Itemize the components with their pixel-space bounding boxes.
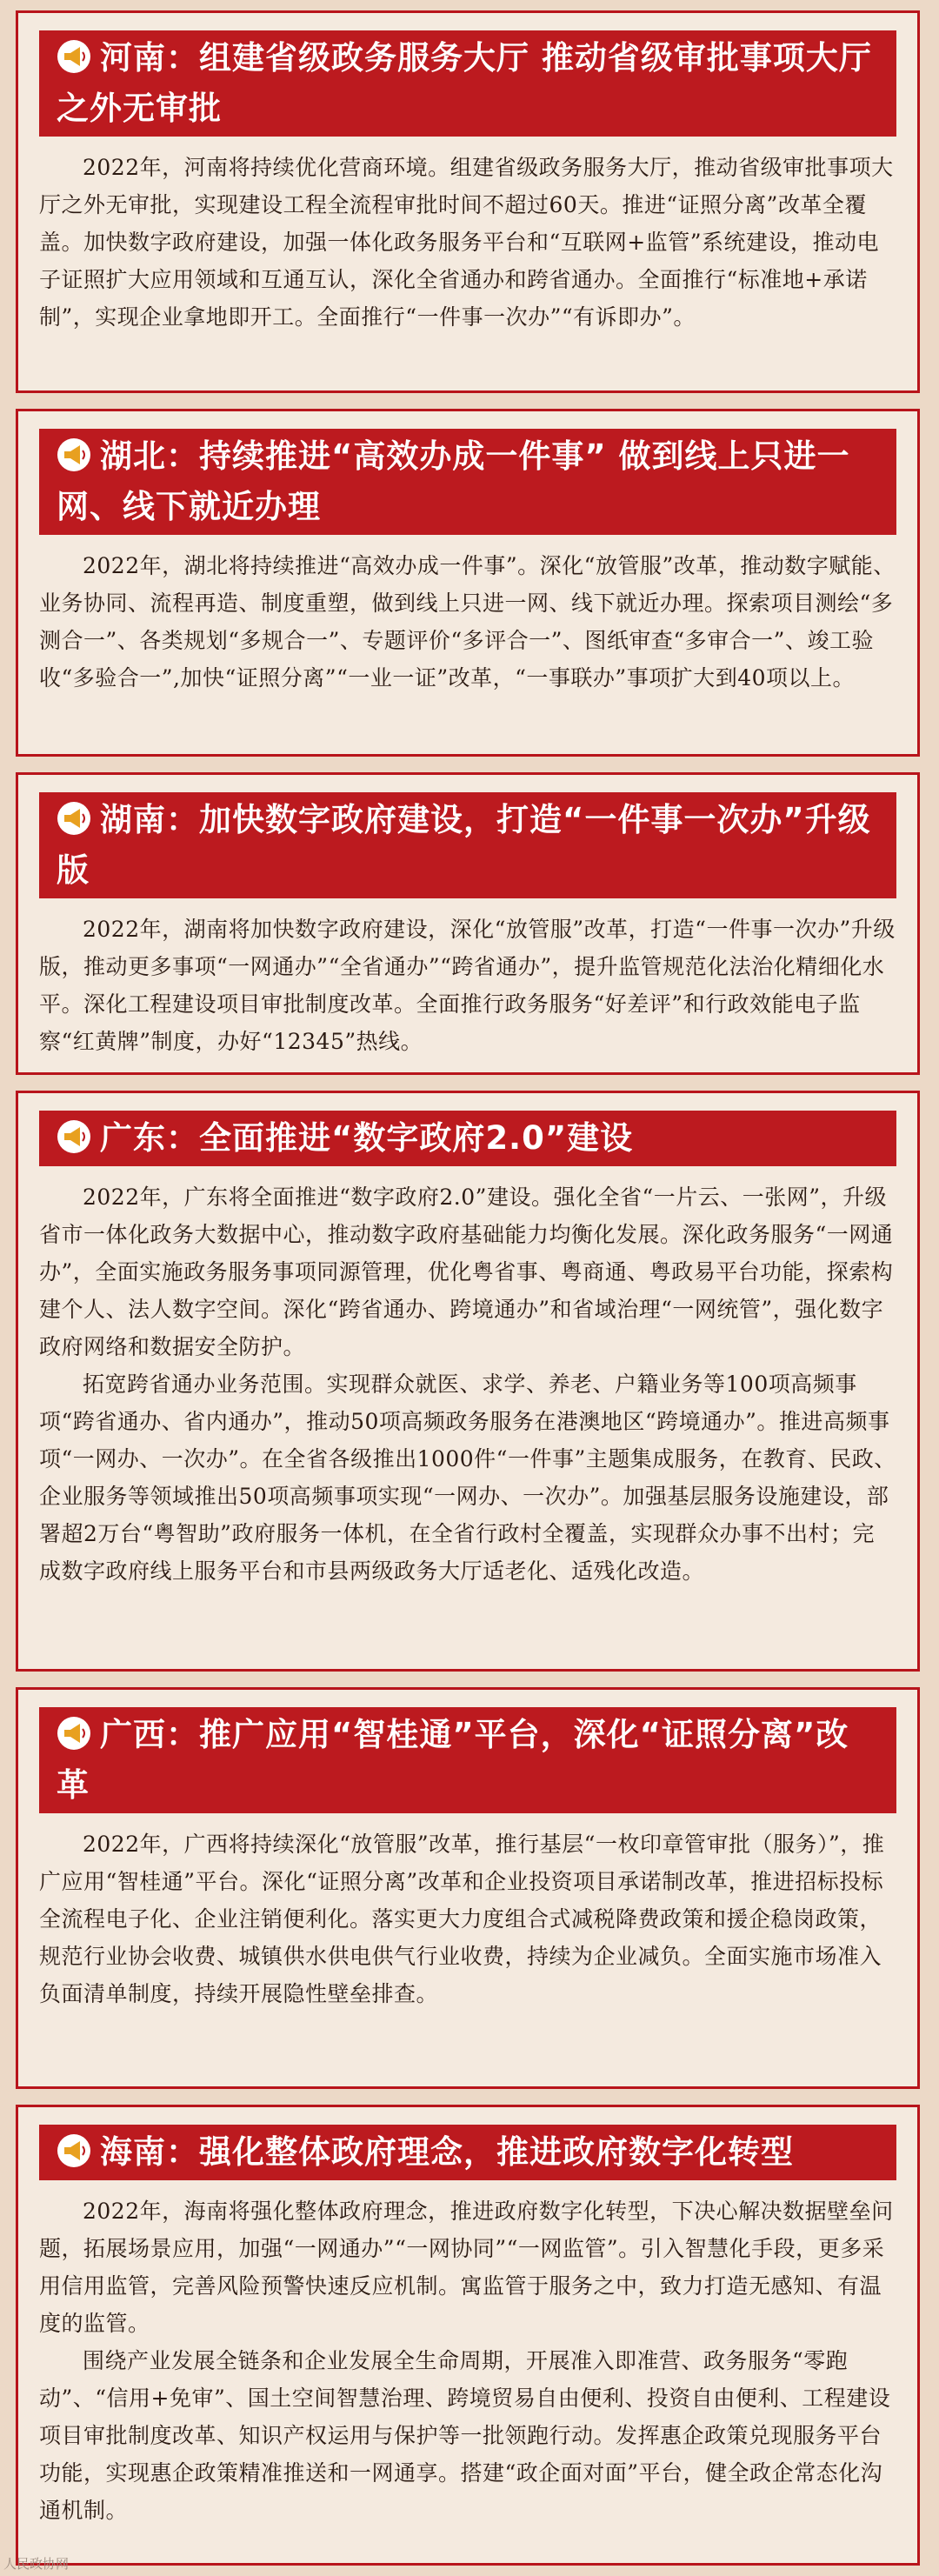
section-body — [39, 547, 896, 697]
megaphone-icon — [57, 39, 91, 74]
megaphone-icon — [57, 801, 91, 836]
section-body — [39, 1178, 896, 1590]
megaphone-icon — [57, 1119, 91, 1154]
paragraph: 2022年，广西将持续深化“放管服”改革，推行基层“一枚印章管审批（服务）”，推广应用“智桂通”平台。深化“证照分离”改革和企业投资项目承诺制改革，推进招标投标全流程电子化、企业注销便利化。落实更大力度组合式减税降费政策和援企稳岗政策，规范行业协会收费、城镇供水供电供气行业收费，持续为企业减负。全面实施市场准入负面清单制度，持续开展隐性壁垒排查。 — [39, 1832, 885, 2006]
megaphone-icon — [57, 1716, 91, 1751]
section-card-hunan — [16, 772, 920, 1075]
section-body — [39, 911, 896, 1060]
section-body — [39, 1825, 896, 2012]
section-title: 广东：全面推进“数字政府2.0”建设 — [39, 1111, 896, 1166]
paragraph: 2022年，广东将全面推进“数字政府2.0”建设。强化全省“一片云、一张网”，升级省市一体化政务大数据中心，推动数字政府基础能力均衡化发展。深化政务服务“一网通办”，全面实施政务服务事项同源管理，优化粤省事、粤商通、粤政易平台功能，探索构建个人、法人数字空间。深化“跨省通办、跨境通办”和省域治理“一网统管”，强化数字政府网络和数据安全防护。 — [39, 1185, 894, 1359]
section-title: 河南：组建省级政务服务大厅 推动省级审批事项大厅之外无审批 — [39, 30, 896, 137]
paragraph: 2022年，河南将持续优化营商环境。组建省级政务服务大厅，推动省级审批事项大厅之外无审批，实现建设工程全流程审批时间不超过60天。推进“证照分离”改革全覆盖。加快数字政府建设，加强一体化政务服务平台和“互联网+监管”系统建设，推动电子证照扩大应用领域和互通互认，深化全省通办和跨省通办。全面推行“标准地+承诺制”，实现企业拿地即开工。全面推行“一件事一次办”“有诉即办”。 — [39, 155, 894, 330]
section-title: 湖南：加快数字政府建设，打造“一件事一次办”升级版 — [39, 792, 896, 898]
section-card-guangdong — [16, 1091, 920, 1672]
paragraph: 2022年，湖南将加快数字政府建设，深化“放管服”改革，打造“一件事一次办”升级版，推动更多事项“一网通办”“全省通办”“跨省通办”，提升监管规范化法治化精细化水平。深化工程建设项目审批制度改革。全面推行政务服务“好差评”和行政效能电子监察“红黄牌”制度，办好“12345”热线。 — [39, 917, 896, 1054]
paragraph: 拓宽跨省通办业务范围。实现群众就医、求学、养老、户籍业务等100项高频事项“跨省通办、省内通办”，推动50项高频政务服务在港澳地区“跨境通办”。推进高频事项“一网办、一次办”。在全省各级推出1000件“一件事”主题集成服务，在教育、民政、企业服务等领域推出50项高频事项实现“一网办、一次办”。加强基层服务设施建设，部署超2万台“粤智助”政府服务一体机，在全省行政村全覆盖，实现群众办事不出村；完成数字政府线上服务平台和市县两级政务大厅适老化、适残化改造。 — [39, 1371, 896, 1584]
section-title: 广西：推广应用“智桂通”平台，深化“证照分离”改革 — [39, 1707, 896, 1813]
section-title: 海南：强化整体政府理念，推进政府数字化转型 — [39, 2125, 896, 2180]
watermark: 人民政协网 — [3, 2556, 70, 2572]
section-card-guangxi — [16, 1687, 920, 2089]
paragraph: 2022年，海南将强化整体政府理念，推进政府数字化转型，下决心解决数据壁垒问题，拓展场景应用，加强“一网通办”“一网协同”“一网监管”。引入智慧化手段，更多采用信用监管，完善风险预警快速反应机制。寓监管于服务之中，致力打造无感知、有温度的监管。 — [39, 2199, 894, 2336]
section-card-hainan — [16, 2105, 920, 2566]
section-body — [39, 2192, 896, 2529]
section-body — [39, 149, 896, 336]
megaphone-icon — [57, 437, 91, 472]
section-title: 湖北：持续推进“高效办成一件事” 做到线上只进一网、线下就近办理 — [39, 429, 896, 535]
section-card-hubei — [16, 409, 920, 757]
paragraph: 2022年，湖北将持续推进“高效办成一件事”。深化“放管服”改革，推动数字赋能、业务协同、流程再造、制度重塑，做到线上只进一网、线下就近办理。探索项目测绘“多测合一”、各类规划“多规合一”、专题评价“多评合一”、图纸审查“多审合一”、竣工验收“多验合一”,加快“证照分离”“一业一证”改革，“一事联办”事项扩大到40项以上。 — [39, 553, 896, 691]
paragraph: 围绕产业发展全链条和企业发展全生命周期，开展准入即准营、政务服务“零跑动”、“信用+免审”、国土空间智慧治理、跨境贸易自由便利、投资自由便利、工程建设项目审批制度改革、知识产权运用与保护等一批领跑行动。发挥惠企政策兑现服务平台功能，实现惠企政策精准推送和一网通享。搭建“政企面对面”平台，健全政企常态化沟通机制。 — [39, 2348, 891, 2523]
megaphone-icon — [57, 2133, 91, 2168]
section-card-henan — [16, 10, 920, 393]
